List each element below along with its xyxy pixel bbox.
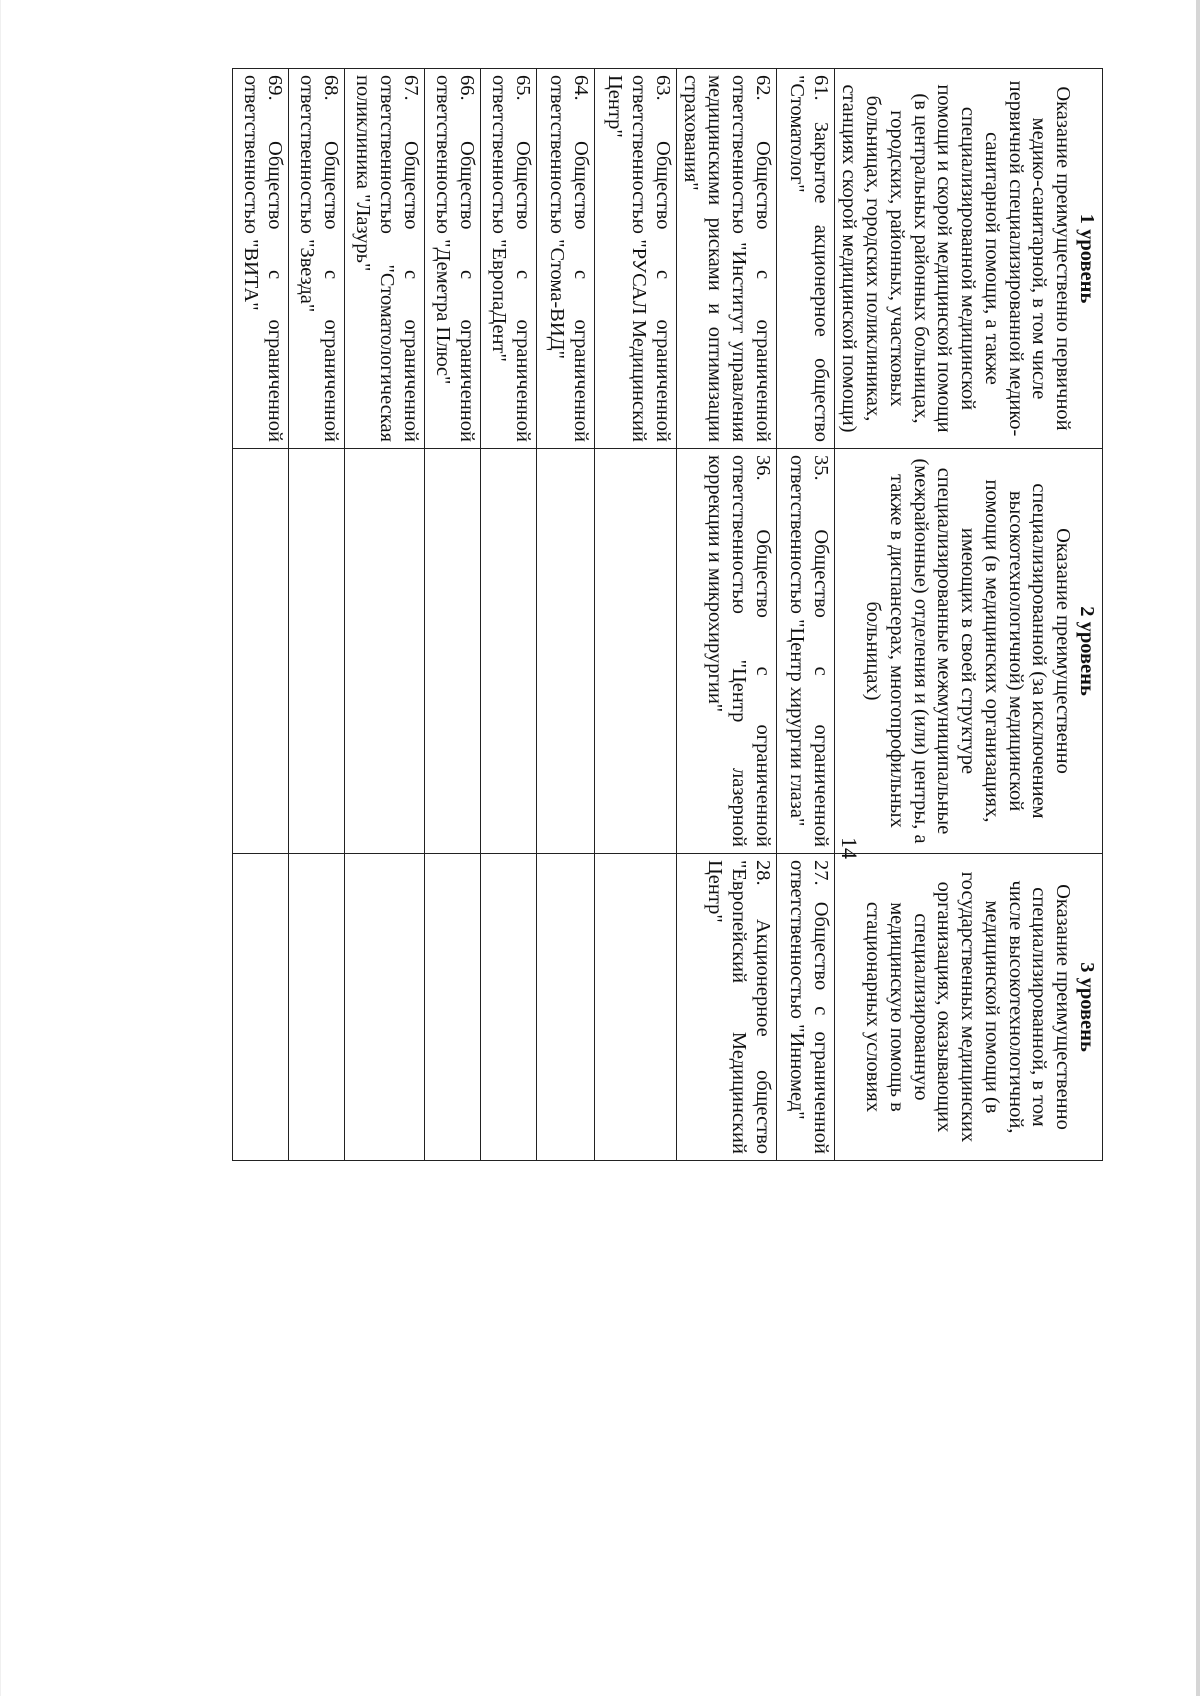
table-cell (594, 449, 676, 854)
table-cell: 28. Акционерное общество "Европейский Медицинский Центр" (676, 854, 776, 1161)
table-cell (424, 854, 480, 1161)
table-cell (480, 449, 536, 854)
level-2-description: Оказание преимущественно специализированной (за исключением высокотехнологичной) медицинской помощи (в медицинских организациях, имеющих в своей структуре специализированные межмуниципальные (межрайонные) отделения и (или) центры, а также в диспансерах, многопрофильных больницах) (862, 458, 1075, 844)
table-row (676, 69, 776, 1161)
level-3-description: Оказание преимущественно специализированной, в том числе высокотехнологичной, медицинской помощи (в государственных медицинских организациях, оказывающих специализированную медицинскую помощь в стационарных условиях (862, 871, 1075, 1143)
level-1-description: Оказание преимущественно первичной медико-санитарной, в том числе первичной специализированной медико-санитарной помощи, а также специализированной медицинской помощи и скорой медицинской помощи (в центральных районных больницах, городских, районных, участковых больницах, городских поликлиниках, станциях скорой медицинской помощи) (838, 80, 1075, 437)
table-cell (288, 449, 344, 854)
table-cell (344, 854, 424, 1161)
level-2-title: 2 уровень (1076, 606, 1098, 696)
level-1-title: 1 уровень (1076, 213, 1098, 304)
table-cell (536, 854, 594, 1161)
table-row (288, 69, 344, 1161)
header-level-1 (834, 69, 1102, 449)
header-level-3 (834, 854, 1102, 1161)
table-row (344, 69, 424, 1161)
table-cell: 68. Общество с ограниченной ответственностью "Звезда" (288, 69, 344, 449)
table-row (536, 69, 594, 1161)
table-row (424, 69, 480, 1161)
table-row (232, 69, 288, 1161)
table-cell (232, 854, 288, 1161)
table-cell: 65. Общество с ограниченной ответственностью "ЕвропаДент" (480, 69, 536, 449)
levels-table (232, 68, 1103, 1161)
table-cell: 62. Общество с ограниченной ответственностью "Институт управления медицинскими рисками и оптимизации страхования" (676, 69, 776, 449)
page-number: 14 (837, 837, 862, 859)
header-level-2 (834, 449, 1102, 854)
level-3-title: 3 уровень (1076, 962, 1098, 1052)
table-row (776, 69, 834, 1161)
table-cell (480, 854, 536, 1161)
table-cell: 35. Общество с ограниченной ответственностью "Центр хирургии глаза" (776, 449, 834, 854)
table-cell (288, 854, 344, 1161)
table-header-row (834, 69, 1102, 1161)
table-cell: 63. Общество с ограниченной ответственностью "РУСАЛ Медицинский Центр" (594, 69, 676, 449)
table-cell: 36. Общество с ограниченной ответственностью "Центр лазерной коррекции и микрохирургии" (676, 449, 776, 854)
table-cell (232, 449, 288, 854)
table-cell (344, 449, 424, 854)
table-cell: 61. Закрытое акционерное общество "Стоматолог" (776, 69, 834, 449)
table-cell (424, 449, 480, 854)
table-cell: 67. Общество с ограниченной ответственностью "Стоматологическая поликлиника "Лазурь" (344, 69, 424, 449)
table-row (594, 69, 676, 1161)
table-cell (594, 854, 676, 1161)
table-cell: 64. Общество с ограниченной ответственностью "Стома-ВИД" (536, 69, 594, 449)
table-cell: 66. Общество с ограниченной ответственностью "Деметра Плюс" (424, 69, 480, 449)
table-cell (536, 449, 594, 854)
table-row (480, 69, 536, 1161)
table-cell: 27. Общество с ограниченной ответственностью "Инномед" (776, 854, 834, 1161)
table-cell: 69. Общество с ограниченной ответственностью "ВИТА" (232, 69, 288, 449)
